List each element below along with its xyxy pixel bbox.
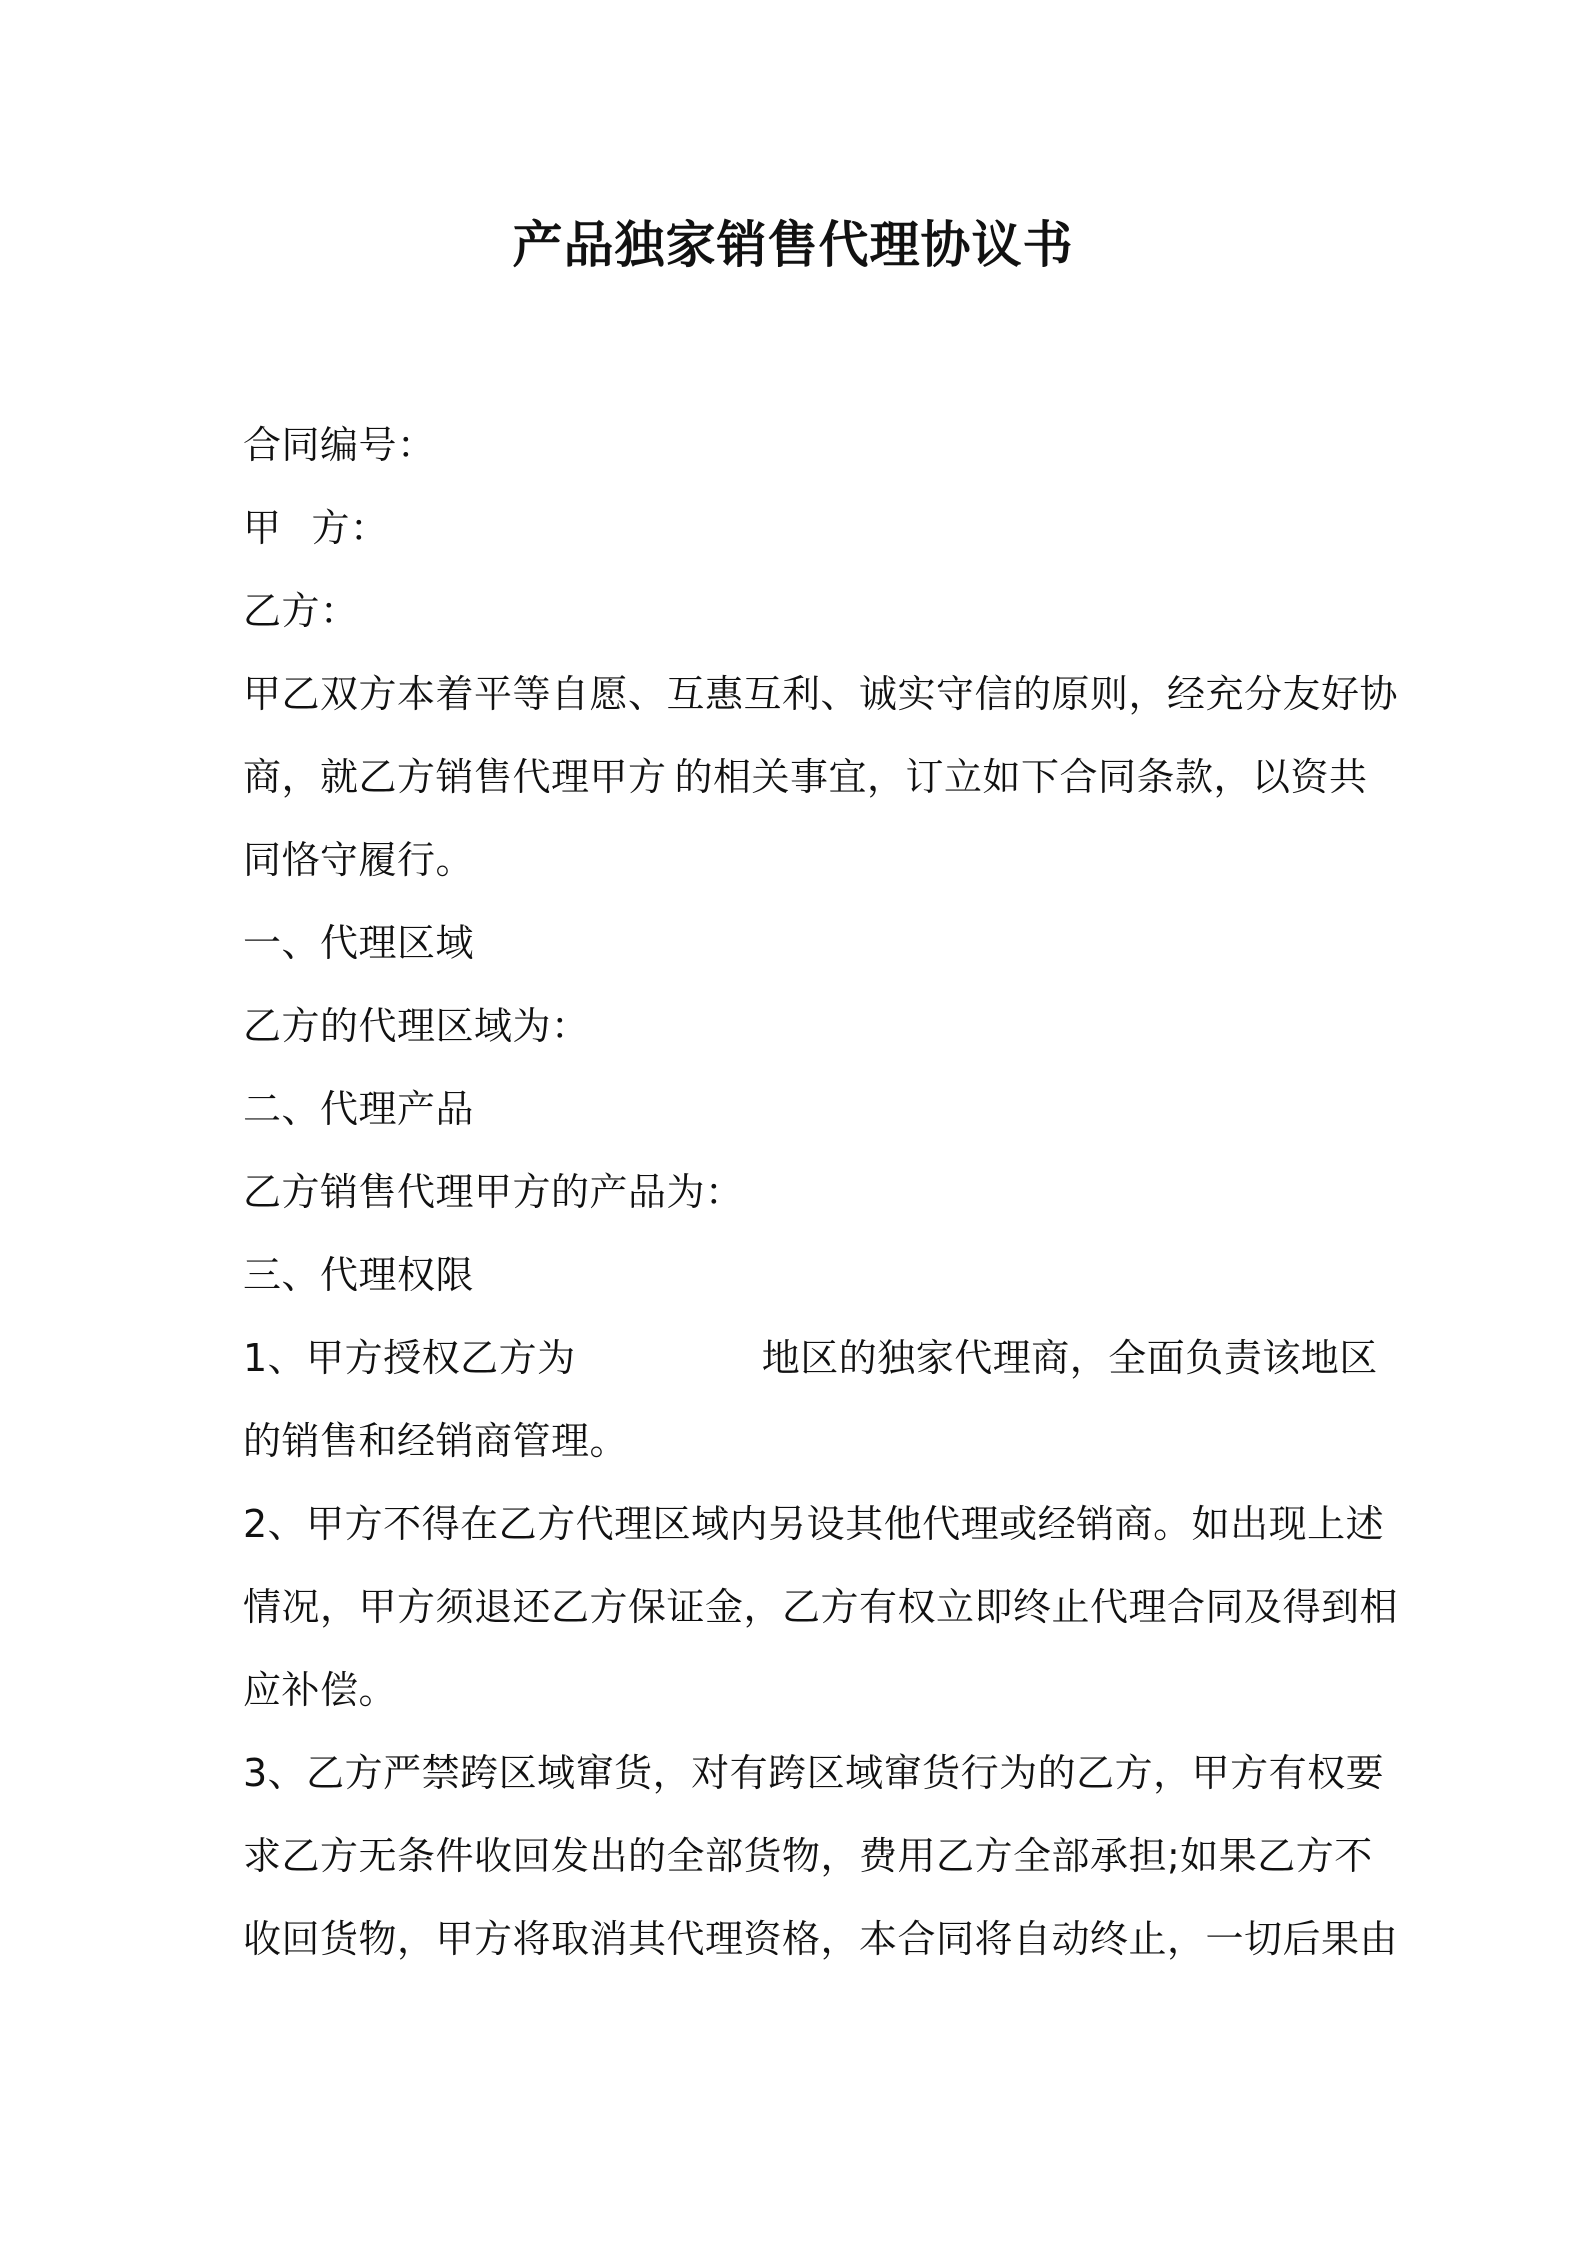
intro-line-1: 甲乙双方本着平等自愿、互惠互利、诚实守信的原则，经充分友好协 xyxy=(243,672,1399,716)
clause-3-line-2: 求乙方无条件收回发出的全部货物，费用乙方全部承担;如果乙方不 xyxy=(243,1834,1373,1878)
clause-1-part-a: 1、甲方授权乙方为 xyxy=(243,1336,576,1380)
clause-1-part-b: 地区的独家代理商，全面负责该地区 xyxy=(761,1336,1378,1380)
clause-3-line-1: 3、乙方严禁跨区域窜货，对有跨区域窜货行为的乙方，甲方有权要 xyxy=(243,1751,1385,1795)
clause-1-line-1 xyxy=(243,1317,1378,1400)
party-b-label: 乙方： xyxy=(243,589,359,633)
section-2-heading: 二、代理产品 xyxy=(243,1087,475,1131)
section-1-heading: 一、代理区域 xyxy=(243,921,475,965)
clause-2-line-1: 2、甲方不得在乙方代理区域内另设其他代理或经销商。如出现上述 xyxy=(243,1502,1385,1546)
party-a-field xyxy=(243,487,1355,570)
document-body xyxy=(243,404,1399,1981)
section-3-heading: 三、代理权限 xyxy=(243,1253,475,1297)
party-b-field xyxy=(243,570,1355,653)
party-a-label-1: 甲 xyxy=(243,506,282,550)
section-1-text: 乙方的代理区域为： xyxy=(243,1004,590,1048)
section-2-text: 乙方销售代理甲方的产品为： xyxy=(243,1170,744,1214)
intro-line-2a: 商，就乙方销售代理甲方 xyxy=(243,755,667,799)
clause-1-line-2: 的销售和经销商管理。 xyxy=(243,1419,629,1463)
document-title: 产品独家销售代理协议书 xyxy=(512,216,1074,274)
clause-2-line-2: 情况，甲方须退还乙方保证金，乙方有权立即终止代理合同及得到相 xyxy=(243,1585,1399,1629)
clause-2-line-3: 应补偿。 xyxy=(243,1668,398,1712)
contract-number-field xyxy=(243,404,1355,487)
intro-line-2b: 的相关事宜，订立如下合同条款，以资共 xyxy=(674,755,1368,799)
intro-line-3: 同恪守履行。 xyxy=(243,838,475,882)
party-a-label-2: 方： xyxy=(311,506,389,550)
contract-number-label: 合同编号： xyxy=(243,423,436,467)
clause-3-line-3: 收回货物，甲方将取消其代理资格，本合同将自动终止，一切后果由 xyxy=(243,1917,1399,1961)
intro-line-2 xyxy=(243,736,1368,819)
